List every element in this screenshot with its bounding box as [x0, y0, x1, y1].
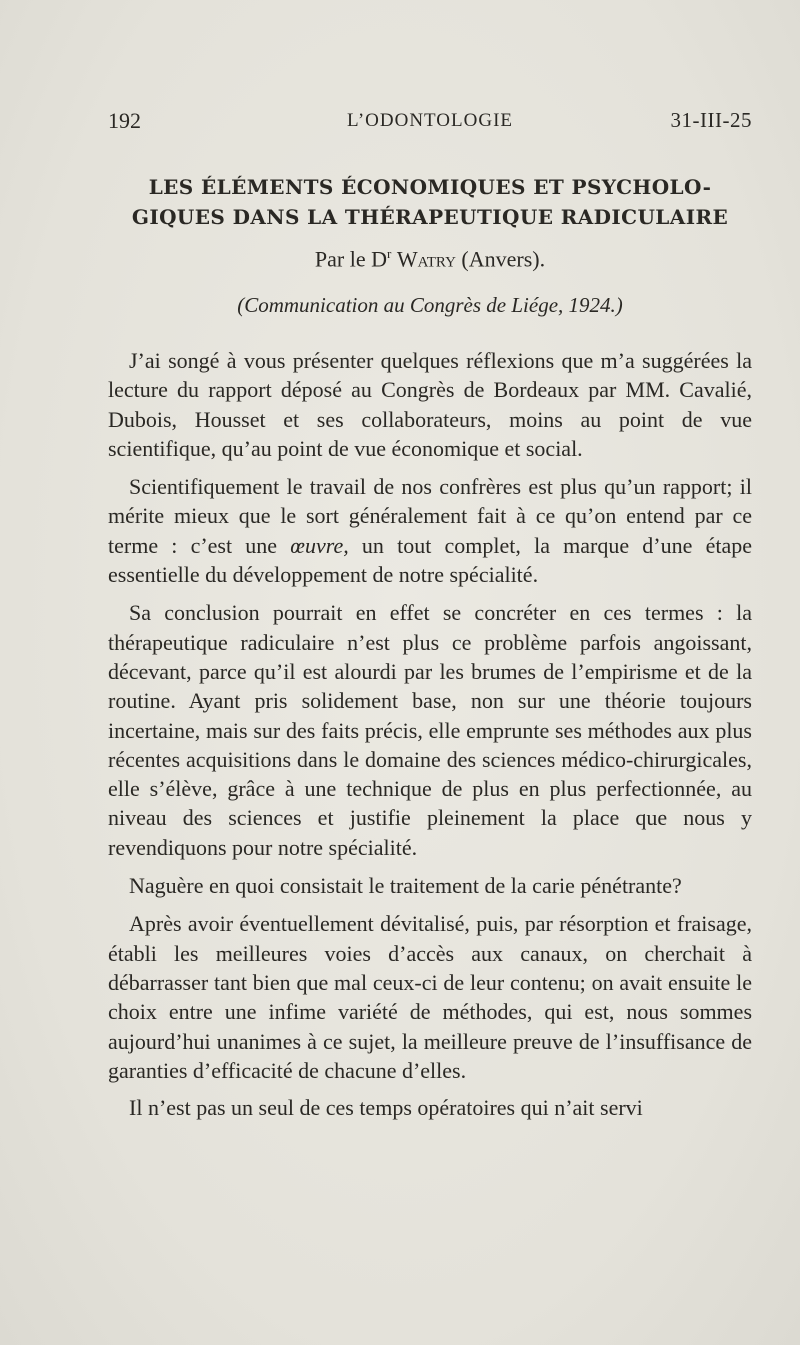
byline-prefix: Par le D	[314, 246, 387, 272]
communication-note: (Communication au Congrès de Liége, 1924.)	[237, 293, 623, 317]
byline-sup: r	[386, 246, 392, 261]
issue-date: 31-III-25	[670, 108, 752, 132]
article-body	[108, 346, 752, 1122]
paragraph-2-emphasis: œuvre,	[290, 532, 349, 558]
paragraph-2-after: un tout complet, la marque d’une étape essentielle du développement de notre spécialité.	[108, 532, 752, 588]
running-header	[108, 108, 752, 136]
author-place: (Anvers).	[461, 246, 546, 272]
journal-title: L’ODONTOLOGIE	[346, 110, 514, 131]
article-title: LES ÉLÉMENTS ÉCONOMIQUES ET PSYCHOLO-GIQUES DANS LA THÉRAPEUTIQUE RADICULAIRE	[131, 175, 729, 229]
paragraph-1: J’ai songé à vous présenter quelques réflexions que m’a suggérées la lecture du rapport déposé au Congrès de Bordeaux par MM. Cavalié, Dubois, Housset et ses collaborateurs, moins au point de vue scientifique, qu’au point de vue économique et social.	[108, 348, 752, 461]
paragraph-5: Après avoir éventuellement dévitalisé, puis, par résorption et fraisage, établi les meilleures voies d’accès aux canaux, on cherchait à débarrasser tant bien que mal ceux-ci de leur contenu; on avait ensuite le choix entre une infime variété de méthodes, qui est, nous sommes aujourd’hui unanimes à ce sujet, la meilleure preuve de l’insuffisance de garanties d’efficacité de chacune d’elles.	[108, 911, 752, 1083]
paragraph-2	[108, 472, 752, 589]
paragraph-4: Naguère en quoi consistait le traitement de la carie pénétrante?	[129, 873, 682, 899]
author-name: Watry	[396, 246, 456, 272]
page-number: 192	[108, 108, 141, 133]
paragraph-2-before: Scientifiquement le travail de nos confrères est plus qu’un rapport; il mérite mieux que le sort généralement fait à ce qu’on entend par ce terme : c’est une	[108, 474, 752, 558]
byline	[108, 246, 752, 272]
paragraph-3: Sa conclusion pourrait en effet se concréter en ces termes : la thérapeutique radiculaire n’est plus ce problème parfois angoissant, décevant, parce qu’il est alourdi par les brumes de l’empirisme et de la routine. Ayant pris solidement base, non sur une théorie toujours incertaine, mais sur des faits précis, elle emprunte ses méthodes aux plus récentes acquisitions dans le domaine des sciences médico-chirurgicales, elle s’élève, grâce à une technique de plus en plus perfectionnée, au niveau des sciences et justifie pleinement la place que nous y revendiquons pour notre spécialité.	[108, 600, 752, 860]
paragraph-6: Il n’est pas un seul de ces temps opératoires qui n’ait servi	[129, 1095, 643, 1121]
